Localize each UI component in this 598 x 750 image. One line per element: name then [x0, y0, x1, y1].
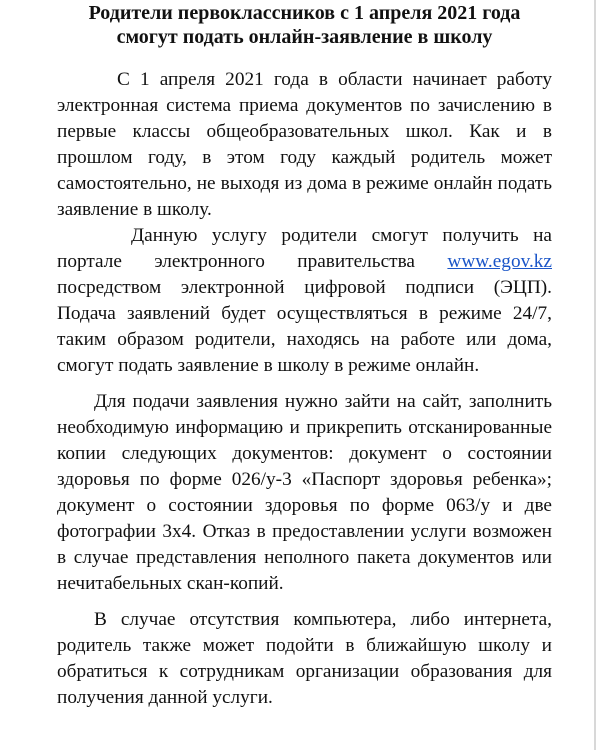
article-title: [57, 0, 552, 49]
egov-link[interactable]: www.egov.kz: [447, 251, 552, 272]
paragraph-1: С 1 апреля 2021 года в области начинает работу электронная система приема документов по зачислению в первые классы общеобразовательных школ. Как и в прошлом году, в этом году каждый родитель может самостоятельно, не выходя из дома в режиме онлайн подать заявление в школу.: [57, 69, 552, 220]
paragraph-2: [57, 223, 552, 379]
article-body: [57, 67, 552, 711]
article-title-line-1: Родители первоклассников с 1 апреля 2021 года: [88, 2, 521, 24]
paragraph-2-text-end: посредством электронной цифровой подписи (ЭЦП). Подача заявлений будет осуществляться в режиме 24/7, таким образом родители, находясь на работе или дома, смогут подать заявление в школу в режиме онлайн.: [57, 277, 552, 376]
paragraph-3: Для подачи заявления нужно зайти на сайт, заполнить необходимую информацию и прикрепить отсканированные копии следующих документов: документ о состоянии здоровья по форме 026/у-3 «Паспорт здоровья ребенка»; документ о состоянии здоровья по форме 063/у и две фотографии 3х4. Отказ в предоставлении услуги возможен в случае представления неполного пакета документов или нечитабельных скан-копий.: [57, 391, 552, 594]
paragraph-2-text-start: Данную услугу родители смогут получить на портале электронного правительства: [57, 225, 552, 272]
page-edge-divider: [594, 0, 596, 750]
paragraph-4: В случае отсутствия компьютера, либо интернета, родитель также может подойти в ближайшую школу и обратиться к сотрудникам организации образования для получения данной услуги.: [57, 609, 552, 708]
article-title-line-2: смогут подать онлайн-заявление в школу: [116, 26, 493, 48]
